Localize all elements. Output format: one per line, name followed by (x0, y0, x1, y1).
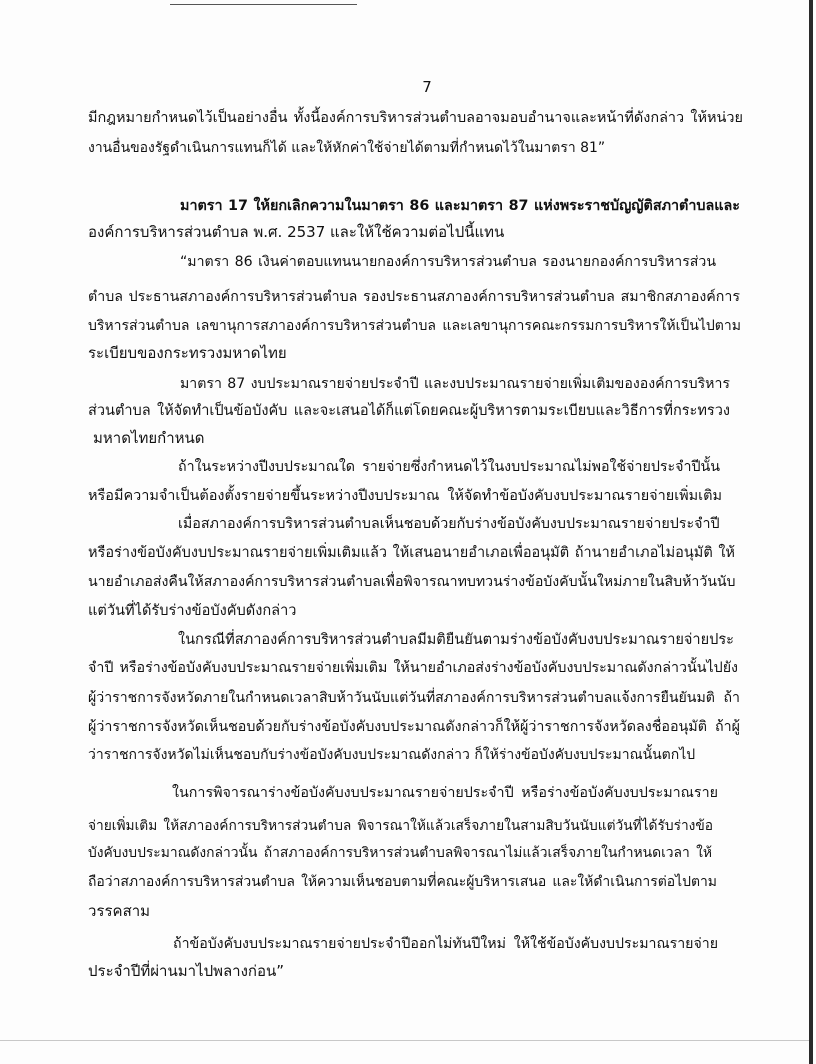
text-line: งานอื่นของรัฐดำเนินการแทนก็ได้ และให้หักค่าใช้จ่ายได้ตามที่กำหนดไว้ในมาตรา 81” (88, 140, 606, 156)
text-line: มีกฎหมายกำหนดไว้เป็นอย่างอื่น ทั้งนี้องค์การบริหารส่วนตำบลอาจมอบอำนาจและหน้าที่ดังกล่าว ให้หน่วย (88, 110, 743, 126)
text-line: แต่วันที่ได้รับร่างข้อบังคับดังกล่าว (88, 602, 297, 619)
text-line: บังคับงบประมาณดังกล่าวนั้น ถ้าสภาองค์การบริหารส่วนตำบลพิจารณาไม่แล้วเสร็จภายในกำหนดเวลา ให้ (88, 845, 712, 861)
scan-bottom-edge (0, 1040, 809, 1041)
text-line: จำปี หรือร่างข้อบังคับงบประมาณรายจ่ายเพิ่มเติม ให้นายอำเภอส่งร่างข้อบังคับงบประมาณดังกล่าวนั้นไปยัง (88, 660, 738, 676)
section-heading-line: มาตรา 17 ให้ยกเลิกความในมาตรา 86 และมาตรา 87 แห่งพระราชบัญญัติสภาตำบลและ (180, 198, 740, 214)
text-line: ในการพิจารณาร่างข้อบังคับงบประมาณรายจ่ายประจำปี หรือร่างข้อบังคับงบประมาณราย (172, 785, 718, 801)
text-line: ประจำปีที่ผ่านมาไปพลางก่อน” (88, 962, 285, 980)
text-line: เมื่อสภาองค์การบริหารส่วนตำบลเห็นชอบด้วยกับร่างข้อบังคับงบประมาณรายจ่ายประจำปี (178, 516, 720, 532)
text-line: มหาดไทยกำหนด (93, 429, 205, 447)
text-line: ในกรณีที่สภาองค์การบริหารส่วนตำบลมีมติยืนยันตามร่างข้อบังคับงบประมาณรายจ่ายประ (178, 631, 734, 648)
text-line: จ่ายเพิ่มเติม ให้สภาองค์การบริหารส่วนตำบล พิจารณาให้แล้วเสร็จภายในสามสิบวันนับแต่วันที่ได้รับร่างข้อ (88, 818, 713, 834)
text-line: ระเบียบของกระทรวงมหาดไทย (88, 344, 287, 362)
text-line: หรือมีความจำเป็นต้องตั้งรายจ่ายขึ้นระหว่างปีงบประมาณ ให้จัดทำข้อบังคับงบประมาณรายจ่ายเพิ่มเติม (88, 488, 722, 504)
text-line: มาตรา 87 งบประมาณรายจ่ายประจำปี และงบประมาณรายจ่ายเพิ่มเติมขององค์การบริหาร (180, 376, 730, 392)
text-line: ตำบล ประธานสภาองค์การบริหารส่วนตำบล รองประธานสภาองค์การบริหารส่วนตำบล สมาชิกสภาองค์การ (88, 289, 740, 305)
text-line: ถ้าข้อบังคับงบประมาณรายจ่ายประจำปีออกไม่ทันปีใหม่ ให้ใช้ข้อบังคับงบประมาณรายจ่าย (173, 936, 718, 952)
text-line: ถือว่าสภาองค์การบริหารส่วนตำบล ให้ความเห็นชอบตามที่คณะผู้บริหารเสนอ และให้ดำเนินการต่อไปตาม (88, 874, 717, 890)
text-line: ผู้ว่าราชการจังหวัดเห็นชอบด้วยกับร่างข้อบังคับงบประมาณดังกล่าวก็ให้ผู้ว่าราชการจังหวัดลงชื่ออนุมัติ ถ้าผู้ (88, 719, 740, 735)
text-line: องค์การบริหารส่วนตำบล พ.ศ. 2537 และให้ใช้ความต่อไปนี้แทน (88, 223, 505, 241)
scan-right-edge (809, 0, 813, 1064)
text-line: วรรคสาม (88, 902, 151, 920)
text-line: ส่วนตำบล ให้จัดทำเป็นข้อบังคับ และจะเสนอได้ก็แต่โดยคณะผู้บริหารตามระเบียบและวิธีการที่กระทรวง (88, 403, 730, 419)
text-line: “มาตรา 86 เงินค่าตอบแทนนายกองค์การบริหารส่วนตำบล รองนายกองค์การบริหารส่วน (180, 254, 716, 270)
text-line: บริหารส่วนตำบล เลขานุการสภาองค์การบริหารส่วนตำบล และเลขานุการคณะกรรมการบริหารให้เป็นไปตาม (88, 318, 741, 334)
text-line: นายอำเภอส่งคืนให้สภาองค์การบริหารส่วนตำบลเพื่อพิจารณาทบทวนร่างข้อบังคับนั้นใหม่ภายในสิบห้าวันนับ (88, 574, 736, 590)
text-line: ว่าราชการจังหวัดไม่เห็นชอบกับร่างข้อบังคับงบประมาณดังกล่าว ก็ให้ร่างข้อบังคับงบประมาณนั้นตกไป (88, 747, 696, 763)
text-line: หรือร่างข้อบังคับงบประมาณรายจ่ายเพิ่มเติมแล้ว ให้เสนอนายอำเภอเพื่ออนุมัติ ถ้านายอำเภอไม่อนุมัติ ให้ (88, 545, 735, 561)
text-line: ถ้าในระหว่างปีงบประมาณใด รายจ่ายซึ่งกำหนดไว้ในงบประมาณไม่พอใช้จ่ายประจำปีนั้น (178, 459, 720, 475)
text-line: ผู้ว่าราชการจังหวัดภายในกำหนดเวลาสิบห้าวันนับแต่วันที่สภาองค์การบริหารส่วนตำบลแจ้งการยืนยันมติ ถ้า (88, 690, 740, 706)
page-number: 7 (422, 78, 432, 96)
top-rule (170, 4, 357, 5)
